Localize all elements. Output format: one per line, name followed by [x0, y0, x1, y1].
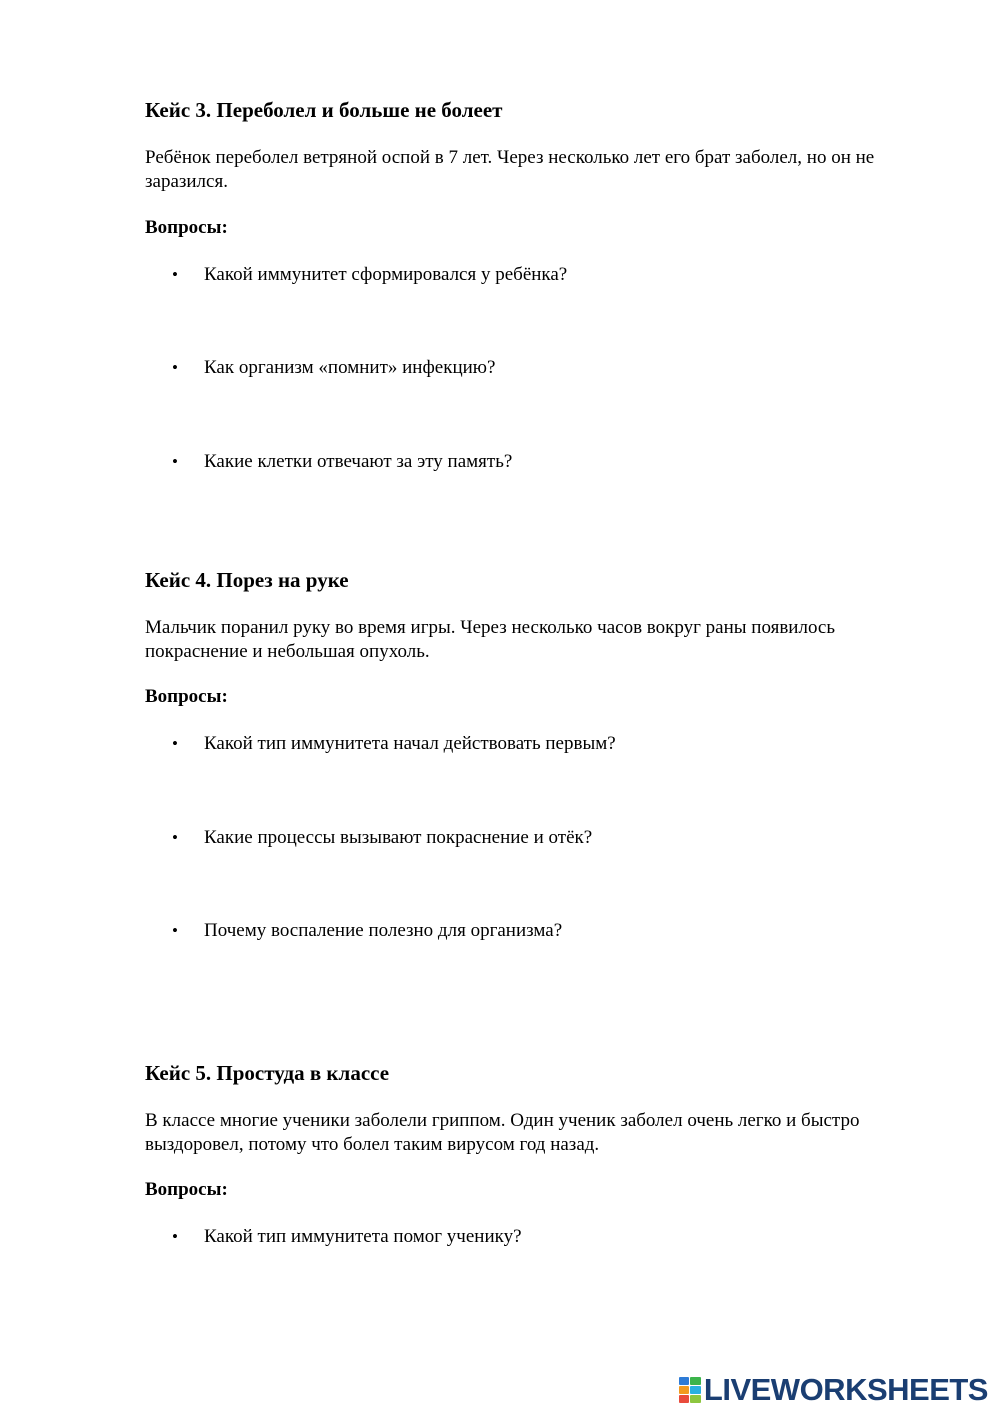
question-text: Как организм «помнит» инфекцию? — [204, 357, 496, 378]
logo-square — [690, 1395, 701, 1403]
liveworksheets-logo — [679, 1374, 988, 1406]
case-4-body-line-1: Мальчик поранил руку во время игры. Через несколько часов вокруг раны появилось — [145, 617, 836, 638]
case-3-question-3 — [172, 450, 512, 474]
question-text: Какой тип иммунитета помог ученику? — [204, 1226, 522, 1247]
case-4-body-line-2: покраснение и небольшая опухоль. — [145, 641, 430, 662]
bullet-icon: • — [172, 734, 178, 753]
case-4-questions-label: Вопросы: — [145, 686, 228, 707]
question-text: Какой тип иммунитета начал действовать первым? — [204, 733, 616, 754]
question-text: Какой иммунитет сформировался у ребёнка? — [204, 264, 568, 285]
question-text: Почему воспаление полезно для организма? — [204, 920, 563, 941]
logo-square — [679, 1377, 690, 1385]
case-5-body-line-1: В классе многие ученики заболели гриппом. Один ученик заболел очень легко и быстро — [145, 1110, 860, 1131]
case-3-title: Кейс 3. Переболел и больше не болеет — [145, 98, 503, 122]
case-5-questions-label: Вопросы: — [145, 1179, 228, 1200]
bullet-icon: • — [172, 921, 178, 940]
case-5-body-line-2: выздоровел, потому что болел таким вирусом год назад. — [145, 1134, 600, 1155]
case-3-question-2 — [172, 356, 495, 380]
logo-square — [679, 1395, 690, 1403]
bullet-icon: • — [172, 358, 178, 377]
question-text: Какие процессы вызывают покраснение и отёк? — [204, 827, 593, 848]
case-5-body — [145, 1109, 945, 1157]
case-3-body — [145, 146, 945, 194]
bullet-icon: • — [172, 828, 178, 847]
case-3-questions-label: Вопросы: — [145, 217, 228, 238]
case-4-question-2 — [172, 826, 592, 850]
case-4-question-3 — [172, 919, 562, 943]
case-3-body-line-1: Ребёнок переболел ветряной оспой в 7 лет. Через несколько лет его брат заболел, но он не — [145, 147, 875, 168]
question-text: Какие клетки отвечают за эту память? — [204, 451, 513, 472]
case-3-question-1 — [172, 263, 567, 287]
bullet-icon: • — [172, 1227, 178, 1246]
logo-square — [679, 1386, 690, 1394]
case-4-title: Кейс 4. Порез на руке — [145, 568, 349, 592]
case-5-title: Кейс 5. Простуда в классе — [145, 1061, 390, 1085]
bullet-icon: • — [172, 265, 178, 284]
liveworksheets-logo-icon — [679, 1377, 701, 1403]
bullet-icon: • — [172, 452, 178, 471]
logo-square — [690, 1377, 701, 1385]
case-4-body — [145, 616, 945, 664]
case-5-question-1 — [172, 1225, 522, 1249]
case-3-body-line-2: заразился. — [145, 171, 228, 192]
logo-square — [690, 1386, 701, 1394]
liveworksheets-logo-text: LIVEWORKSHEETS — [703, 1372, 988, 1407]
case-4-question-1 — [172, 732, 616, 756]
